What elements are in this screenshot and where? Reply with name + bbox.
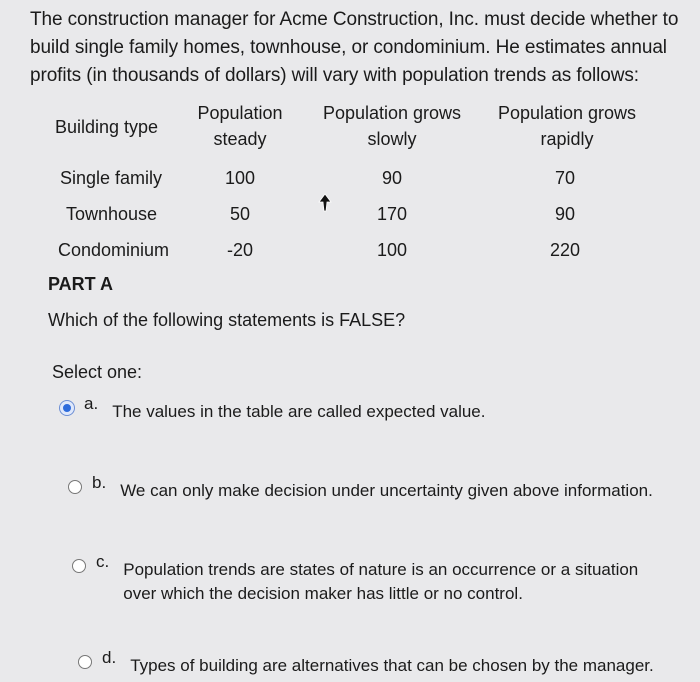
part-label: PART A: [48, 274, 113, 294]
header-steady: [190, 100, 290, 152]
cell-value: 220: [549, 240, 581, 260]
row-type-townhouse: Townhouse: [66, 204, 158, 224]
option-text: [123, 558, 638, 606]
option-text-line2: over which the decision maker has little or no control.: [123, 584, 523, 603]
cell-value: -20: [226, 240, 253, 260]
row-type-condominium: Condominium: [58, 240, 170, 260]
cell-value: 90: [554, 204, 576, 224]
header-steady-line1: Population: [197, 103, 283, 123]
header-building-type: Building type: [55, 117, 159, 137]
header-rapidly-line2: rapidly: [540, 129, 594, 149]
cell-value: 170: [376, 204, 408, 224]
option-letter: a.: [84, 394, 99, 413]
option-letter: b.: [92, 473, 107, 492]
option-letter: d.: [102, 648, 117, 667]
question-text: Which of the following statements is FALSE?: [48, 310, 406, 330]
cell-value: 70: [554, 168, 576, 188]
problem-intro: [30, 6, 680, 90]
option-text-line1: Population trends are states of nature is an occurrence or a situation: [123, 560, 639, 579]
option-c[interactable]: [72, 554, 638, 606]
radio-c[interactable]: [72, 559, 86, 573]
option-d[interactable]: [78, 650, 654, 678]
radio-a[interactable]: [60, 401, 74, 415]
mouse-cursor-icon: [318, 193, 332, 213]
intro-line-1: The construction manager for Acme Construction, Inc. must decide whether to: [30, 9, 679, 30]
cell-value: 50: [229, 204, 251, 224]
cell-value: 100: [376, 240, 408, 260]
header-rapidly-line1: Population grows: [497, 103, 637, 123]
option-letter: c.: [96, 552, 110, 571]
cell-value: 90: [381, 168, 403, 188]
option-text: We can only make decision under uncertainty given above information.: [120, 481, 653, 500]
intro-line-2: build single family homes, townhouse, or condominium. He estimates annual: [30, 37, 667, 58]
select-one-label: Select one:: [52, 362, 143, 382]
intro-line-3: profits (in thousands of dollars) will vary with population trends as follows:: [30, 65, 639, 86]
row-type-single-family: Single family: [60, 168, 163, 188]
radio-b[interactable]: [68, 480, 82, 494]
header-steady-line2: steady: [213, 129, 267, 149]
header-grows-rapidly: [494, 100, 640, 152]
option-b[interactable]: [68, 475, 653, 503]
header-slowly-line2: slowly: [367, 129, 417, 149]
cell-value: 100: [224, 168, 256, 188]
header-grows-slowly: [318, 100, 466, 152]
radio-d[interactable]: [78, 655, 92, 669]
header-slowly-line1: Population grows: [322, 103, 462, 123]
option-text: The values in the table are called expected value.: [112, 402, 486, 421]
option-text: Types of building are alternatives that can be chosen by the manager.: [130, 656, 654, 675]
option-a[interactable]: [60, 396, 485, 424]
